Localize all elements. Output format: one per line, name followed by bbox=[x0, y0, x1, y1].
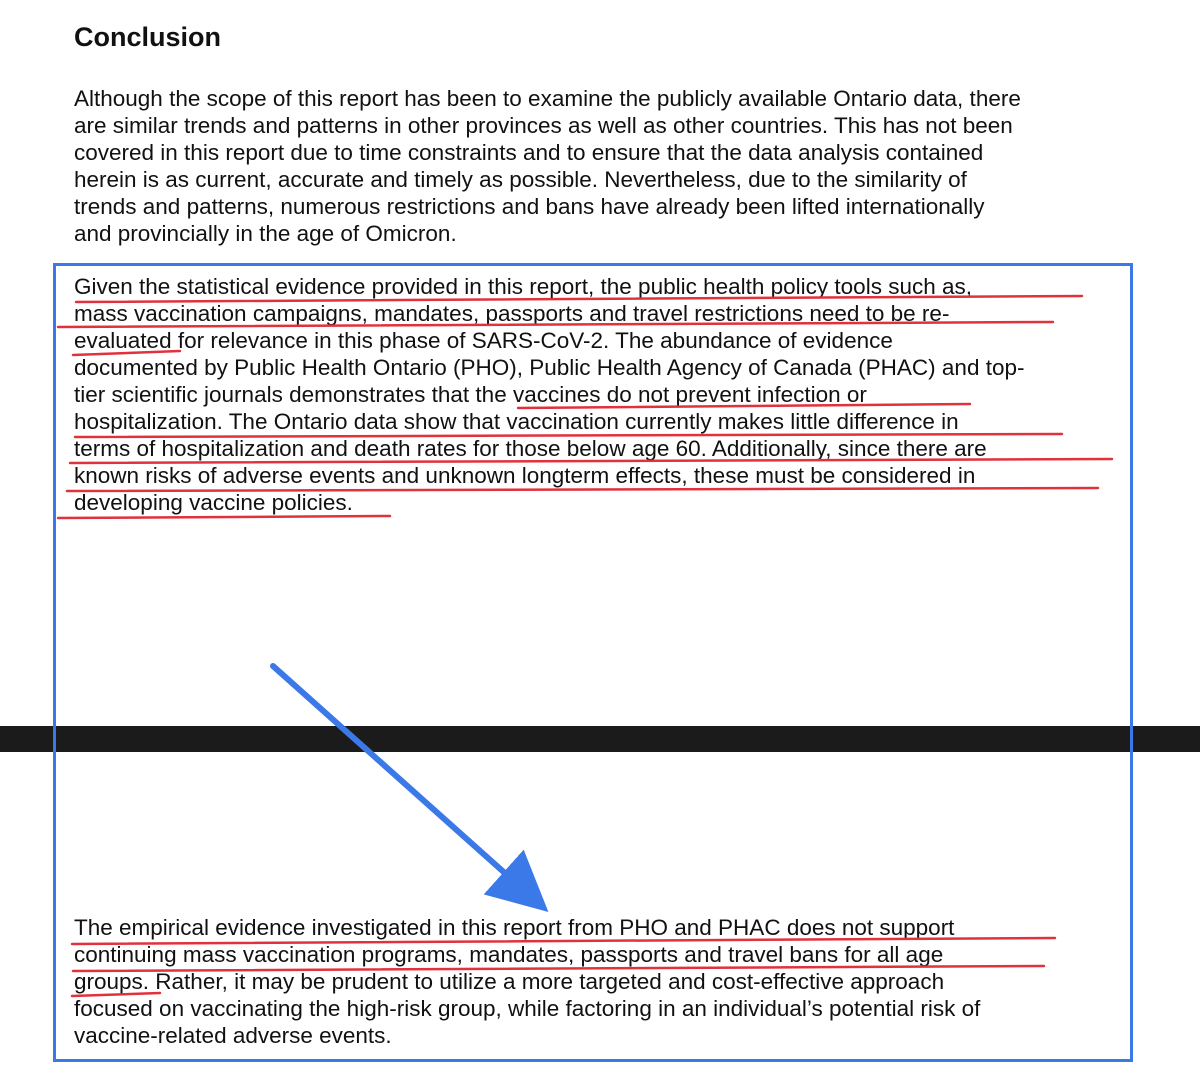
blue-arrow bbox=[273, 666, 535, 900]
underline-mark bbox=[72, 993, 160, 996]
text-line: terms of hospitalization and death rates for those below age 60. Additionally, since there are bbox=[74, 436, 987, 461]
text-line: continuing mass vaccination programs, mandates, passports and travel bans for all age bbox=[74, 942, 944, 967]
text-line: vaccine-related adverse events. bbox=[74, 1023, 392, 1048]
underline-mark bbox=[73, 966, 1044, 971]
underline-mark bbox=[70, 459, 1112, 463]
underline-mark bbox=[75, 434, 1062, 437]
text-line: herein is as current, accurate and timely as possible. Nevertheless, due to the similarity of bbox=[74, 167, 967, 192]
text-line: documented by Public Health Ontario (PHO), Public Health Agency of Canada (PHAC) and top- bbox=[74, 355, 1025, 380]
underline-mark bbox=[518, 404, 970, 408]
text-line: covered in this report due to time constraints and to ensure that the data analysis contained bbox=[74, 140, 984, 165]
text-line: tier scientific journals demonstrates that the vaccines do not prevent infection or bbox=[74, 382, 867, 407]
text-line: Given the statistical evidence provided in this report, the public health policy tools such as, bbox=[74, 274, 972, 299]
text-line: are similar trends and patterns in other provinces as well as other countries. This has not been bbox=[74, 113, 1013, 138]
underline-mark bbox=[58, 322, 1053, 327]
underline-mark bbox=[67, 488, 1098, 491]
red-underlines bbox=[58, 296, 1112, 996]
text-line: groups. Rather, it may be prudent to utilize a more targeted and cost-effective approach bbox=[74, 969, 945, 994]
text-line: trends and patterns, numerous restrictions and bans have already been lifted internationally bbox=[74, 194, 985, 219]
text-line: The empirical evidence investigated in this report from PHO and PHAC does not support bbox=[74, 915, 955, 940]
section-heading: Conclusion bbox=[74, 22, 221, 52]
text-line: focused on vaccinating the high-risk group, while factoring in an individual’s potential risk of bbox=[74, 996, 981, 1021]
underline-mark bbox=[73, 351, 180, 355]
underline-mark bbox=[58, 516, 390, 518]
text-line: mass vaccination campaigns, mandates, passports and travel restrictions need to be re- bbox=[74, 301, 950, 326]
text-line: Although the scope of this report has been to examine the publicly available Ontario data, there bbox=[74, 86, 1021, 111]
text-line: developing vaccine policies. bbox=[74, 490, 353, 515]
text-line: hospitalization. The Ontario data show that vaccination currently makes little difference in bbox=[74, 409, 959, 434]
underline-mark bbox=[76, 296, 1082, 302]
text-line: and provincially in the age of Omicron. bbox=[74, 221, 457, 246]
text-line: known risks of adverse events and unknown longterm effects, these must be considered in bbox=[74, 463, 976, 488]
underline-mark bbox=[72, 938, 1055, 944]
text-line: evaluated for relevance in this phase of SARS-CoV-2. The abundance of evidence bbox=[74, 328, 893, 353]
